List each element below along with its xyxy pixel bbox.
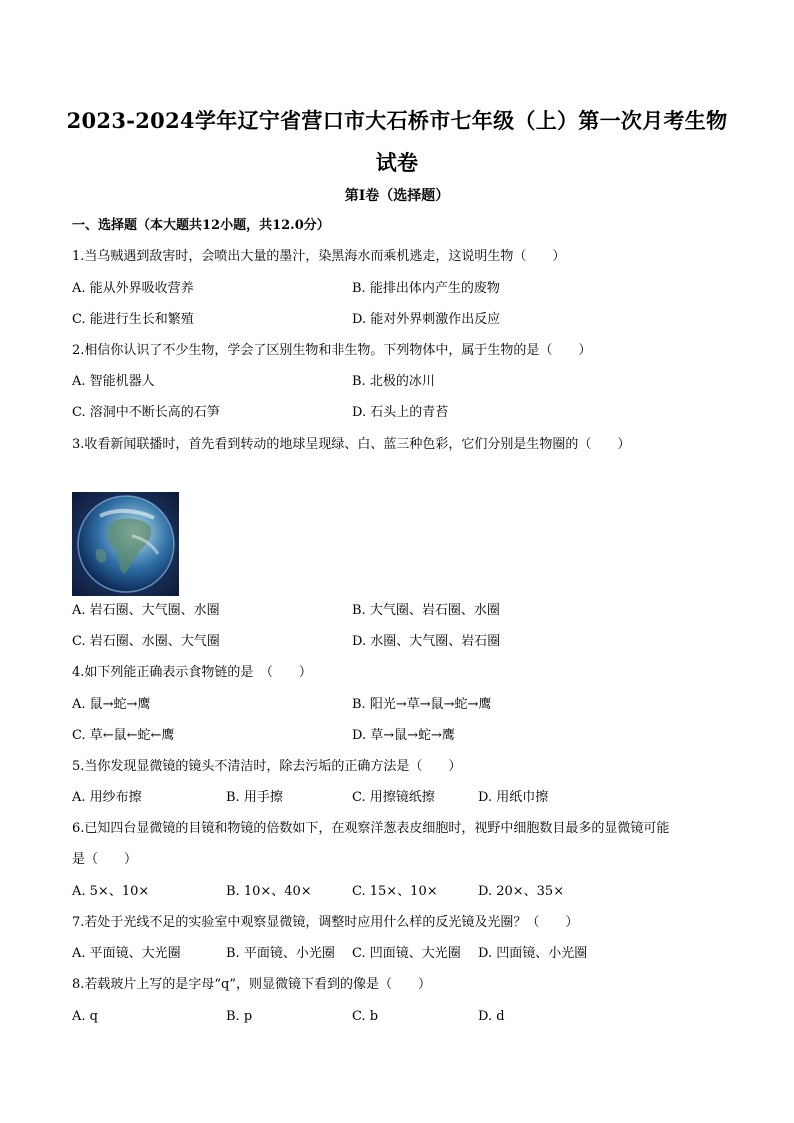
question-6-stem: 6.已知四台显微镜的目镜和物镜的倍数如下，在观察洋葱表皮细胞时，视野中细胞数目最多的显微镜可能 bbox=[72, 821, 670, 836]
question-6-option-c: C. 15×、10× bbox=[352, 884, 438, 899]
question-6-option-a: A. 5×、10× bbox=[72, 884, 150, 899]
question-4-stem: 4.如下列能正确表示食物链的是 （ ） bbox=[72, 665, 312, 680]
question-1-option-b: B. 能排出体内产生的废物 bbox=[352, 281, 500, 296]
question-8-option-d: D. d bbox=[478, 1009, 505, 1024]
question-1-option-a: A. 能从外界吸收营养 bbox=[72, 281, 194, 296]
question-5-option-b: B. 用手擦 bbox=[226, 790, 283, 805]
question-2-option-b: B. 北极的冰川 bbox=[352, 374, 435, 389]
page-title: 2023-2024学年辽宁省营口市大石桥市七年级（上）第一次月考生物试卷 bbox=[66, 108, 728, 175]
question-3-option-d: D. 水圈、大气圈、岩石圈 bbox=[352, 634, 501, 649]
question-5-stem: 5.当你发现显微镜的镜头不清洁时，除去污垢的正确方法是（ ） bbox=[72, 759, 462, 774]
question-7-option-d: D. 凹面镜、小光圈 bbox=[478, 946, 588, 961]
question-8-stem: 8.若载玻片上写的是字母“q”，则显微镜下看到的像是（ ） bbox=[72, 977, 432, 992]
question-2-option-a: A. 智能机器人 bbox=[72, 374, 155, 389]
question-2-stem: 2.相信你认识了不少生物，学会了区别生物和非生物。下列物体中，属于生物的是（ ） bbox=[72, 343, 592, 358]
question-4-option-b: B. 阳光→草→鼠→蛇→鹰 bbox=[352, 697, 492, 712]
question-6-stem-cont: 是（ ） bbox=[72, 852, 138, 867]
question-8-option-a: A. q bbox=[72, 1009, 98, 1024]
question-7-option-b: B. 平面镜、小光圈 bbox=[226, 946, 335, 961]
question-4-option-c: C. 草←鼠←蛇←鹰 bbox=[72, 728, 175, 743]
question-6-option-d: D. 20×、35× bbox=[478, 884, 565, 899]
question-5-option-a: A. 用纱布擦 bbox=[72, 790, 142, 805]
question-3-option-c: C. 岩石圈、水圈、大气圈 bbox=[72, 634, 220, 649]
question-4-option-d: D. 草→鼠→蛇→鹰 bbox=[352, 728, 455, 743]
question-7-stem: 7.若处于光线不足的实验室中观察显微镜，调整时应用什么样的反光镜及光圈？（ ） bbox=[72, 915, 579, 930]
question-3-option-a: A. 岩石圈、大气圈、水圈 bbox=[72, 603, 220, 618]
question-2-option-d: D. 石头上的青苔 bbox=[352, 405, 449, 420]
section-heading: 一、选择题（本大题共12小题，共12.0分） bbox=[72, 218, 330, 233]
question-1-stem: 1.当乌贼遇到敌害时，会喷出大量的墨汁，染黑海水而乘机逃走，这说明生物（ ） bbox=[72, 249, 566, 264]
question-5-option-c: C. 用擦镜纸擦 bbox=[352, 790, 435, 805]
question-7-option-a: A. 平面镜、大光圈 bbox=[72, 946, 181, 961]
part-heading: 第I卷（选择题） bbox=[344, 188, 450, 204]
question-8-option-c: C. b bbox=[352, 1009, 379, 1024]
question-4-option-a: A. 鼠→蛇→鹰 bbox=[72, 697, 151, 712]
earth-globe-image bbox=[72, 492, 179, 596]
earth-globe-icon bbox=[72, 492, 179, 596]
question-1-option-c: C. 能进行生长和繁殖 bbox=[72, 312, 194, 327]
question-3-option-b: B. 大气圈、岩石圈、水圈 bbox=[352, 603, 500, 618]
question-7-option-c: C. 凹面镜、大光圈 bbox=[352, 946, 461, 961]
question-8-option-b: B. p bbox=[226, 1009, 253, 1024]
question-1-option-d: D. 能对外界刺激作出反应 bbox=[352, 312, 501, 327]
question-6-option-b: B. 10×、40× bbox=[226, 884, 312, 899]
question-2-option-c: C. 溶洞中不断长高的石笋 bbox=[72, 405, 220, 420]
question-5-option-d: D. 用纸巾擦 bbox=[478, 790, 549, 805]
question-3-stem: 3.收看新闻联播时，首先看到转动的地球呈现绿、白、蓝三种色彩，它们分别是生物圈的（ ） bbox=[72, 437, 631, 452]
